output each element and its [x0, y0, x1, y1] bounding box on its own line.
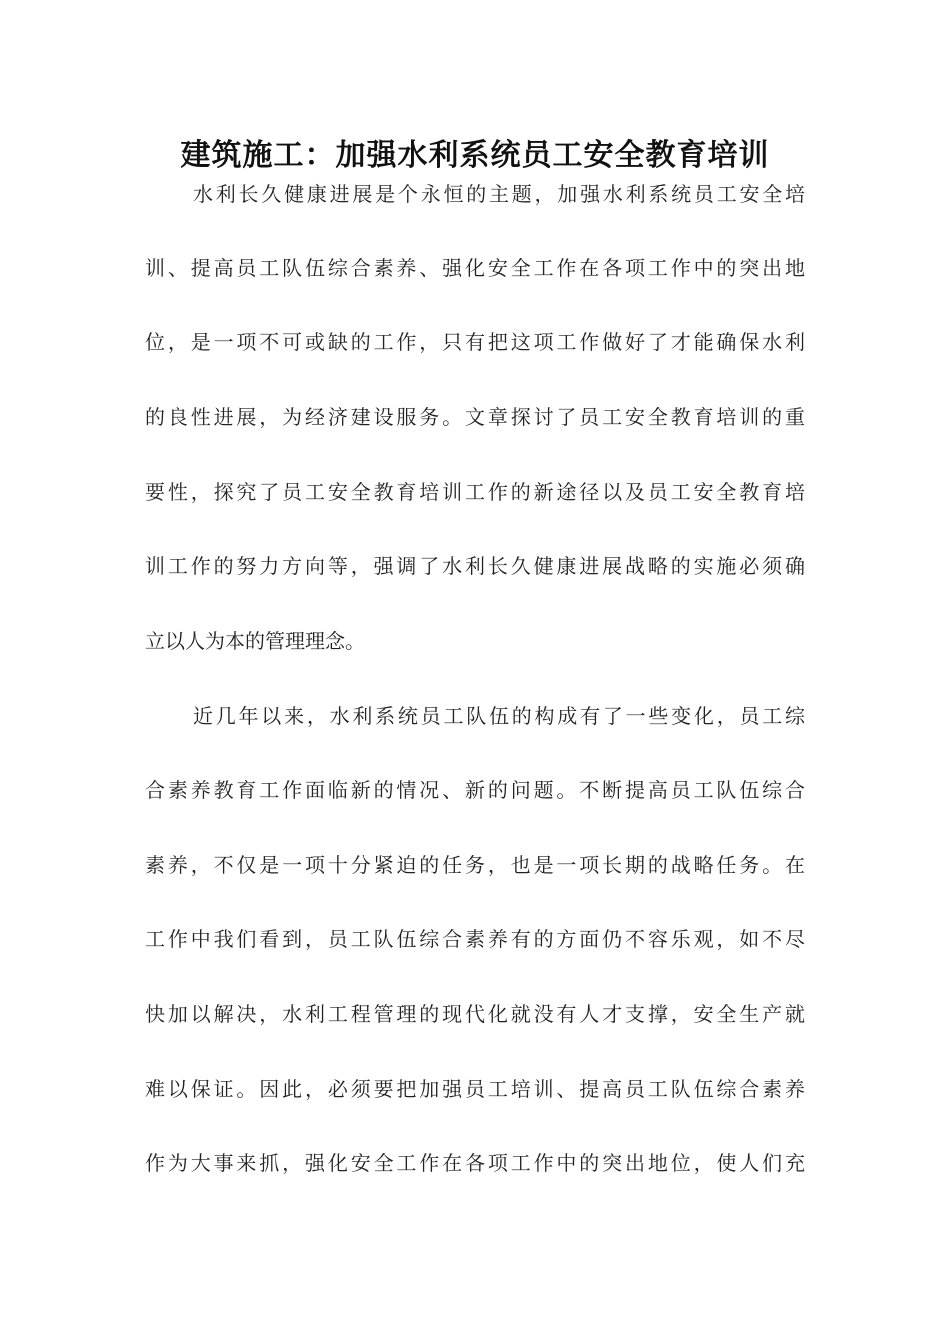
paragraph-line: 工作中我们看到，员工队伍综合素养有的方面仍不容乐观，如不尽: [145, 927, 805, 951]
paragraph-line: 的良性进展，为经济建设服务。文章探讨了员工安全教育培训的重: [145, 405, 805, 429]
paragraph-line: 作为大事来抓，强化安全工作在各项工作中的突出地位，使人们充: [145, 1151, 805, 1175]
document-title: 建筑施工：加强水利系统员工安全教育培训: [180, 138, 770, 173]
paragraph-line: 要性，探究了员工安全教育培训工作的新途径以及员工安全教育培: [145, 480, 805, 504]
paragraph-line: 难以保证。因此，必须要把加强员工培训、提高员工队伍综合素养: [145, 1077, 805, 1101]
paragraph-line: 快加以解决，水利工程管理的现代化就没有人才支撑，安全生产就: [145, 1002, 805, 1026]
paragraph-line: 位，是一项不可或缺的工作，只有把这项工作做好了才能确保水利: [145, 330, 805, 354]
paragraph-line: 水利长久健康进展是个永恒的主题，加强水利系统员工安全培: [193, 182, 805, 206]
paragraph-line: 立以人为本的管理理念。: [145, 629, 365, 653]
paragraph-line: 训、提高员工队伍综合素养、强化安全工作在各项工作中的突出地: [145, 256, 805, 280]
paragraph-line: 合素养教育工作面临新的情况、新的问题。不断提高员工队伍综合: [145, 778, 805, 802]
paragraph-line: 训工作的努力方向等，强调了水利长久健康进展战略的实施必须确: [145, 554, 805, 578]
paragraph-line: 素养，不仅是一项十分紧迫的任务，也是一项长期的战略任务。在: [145, 853, 805, 877]
paragraph-line: 近几年以来，水利系统员工队伍的构成有了一些变化，员工综: [193, 704, 805, 728]
